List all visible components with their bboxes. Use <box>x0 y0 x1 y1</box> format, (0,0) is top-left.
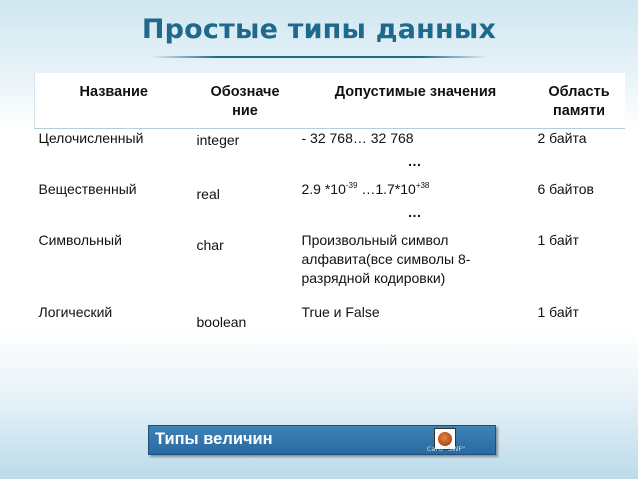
table-header-row <box>35 73 625 129</box>
footer-link-label[interactable]: Типы величин <box>155 430 273 448</box>
title-underline <box>150 56 488 58</box>
table-row <box>35 129 625 181</box>
range-ellipsis: … <box>407 204 422 220</box>
range-mid: …1.7*10 <box>357 181 416 197</box>
symbol-text: integer <box>196 132 240 148</box>
cell-memory: 1 байт <box>537 232 579 248</box>
cell-symbol <box>193 303 298 343</box>
cell-range: Произвольный символ алфавита(все символы 8-разрядной кодировки) <box>301 232 471 286</box>
cell-name: Символьный <box>38 232 122 248</box>
cell-name: Вещественный <box>38 181 137 197</box>
header-name: Название <box>35 73 193 129</box>
symbol-text: char <box>196 237 224 253</box>
header-symbol: Обозначе ние <box>193 73 298 129</box>
header-memory: Область памяти <box>534 73 625 129</box>
table-row <box>35 231 625 303</box>
cell-memory: 6 байтов <box>537 181 594 197</box>
cell-range <box>298 129 534 181</box>
cell-memory: 2 байта <box>537 130 587 146</box>
page-title: Простые типы данных <box>141 14 497 45</box>
logo-emblem <box>438 432 452 446</box>
range-text: - 32 768… 32 768 <box>301 130 414 146</box>
range-base: 2.9 *10 <box>301 181 346 197</box>
cell-memory: 1 байт <box>537 304 579 320</box>
cell-range: True и False <box>301 304 380 320</box>
cell-symbol <box>193 231 298 303</box>
footer-background <box>0 330 638 479</box>
cell-symbol <box>193 129 298 181</box>
cell-name: Целочисленный <box>38 130 144 146</box>
table-row <box>35 303 625 343</box>
range-ellipsis: … <box>407 153 422 169</box>
header-range: Допустимые значения <box>298 73 534 129</box>
symbol-text: boolean <box>196 314 247 330</box>
cell-name: Логический <box>38 304 113 320</box>
range-exponent-min: -39 <box>345 181 358 190</box>
data-types-table <box>34 73 625 343</box>
logo-caption: Саго "SWF" <box>426 445 466 453</box>
cell-symbol <box>193 180 298 231</box>
range-exponent-max: +38 <box>415 181 430 190</box>
table-row <box>35 180 625 231</box>
symbol-text: real <box>196 186 220 202</box>
cell-range <box>298 180 534 231</box>
footer-nav-bar[interactable] <box>148 425 496 455</box>
